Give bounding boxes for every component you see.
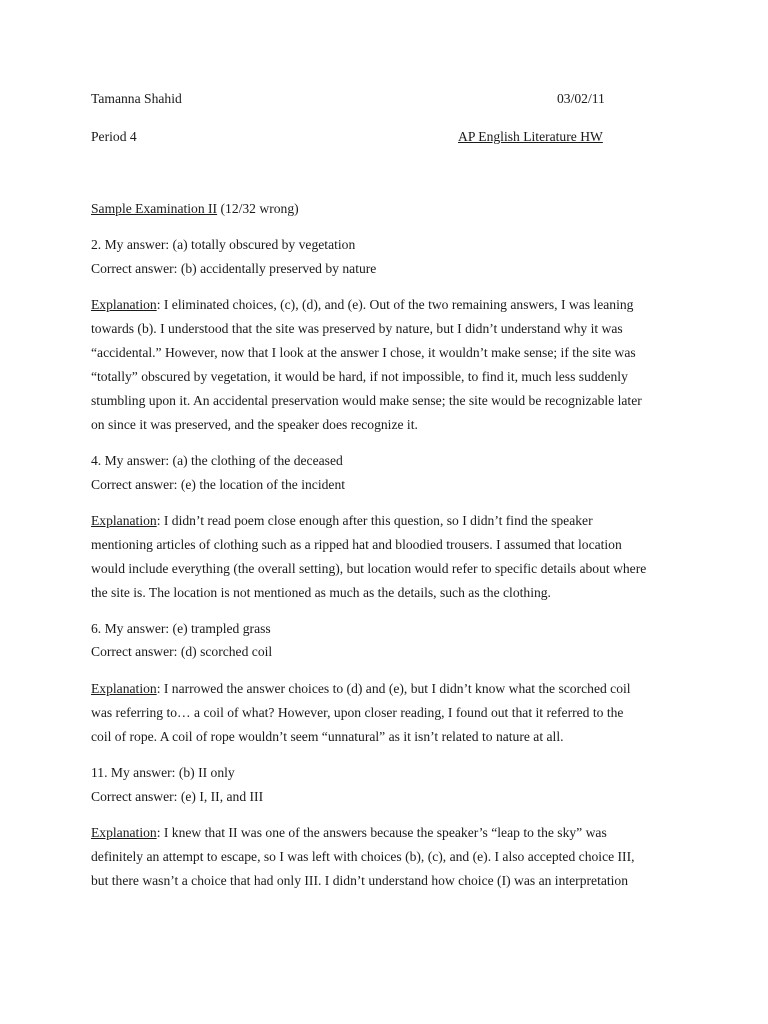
explanation-label: Explanation: [91, 513, 157, 528]
q2-explanation-line-3: “accidental.” However, now that I look at the answer I chose, it wouldn’t make sense; if the site was: [91, 345, 636, 360]
period: Period 4: [91, 129, 137, 144]
q2-explanation-line-6: on since it was preserved, and the speaker does recognize it.: [91, 417, 418, 432]
q4-explanation-line-3: would include everything (the overall setting), but location would refer to specific details about where: [91, 561, 647, 576]
date: 03/02/11: [557, 91, 605, 106]
q11-my-answer: 11. My answer: (b) II only: [91, 765, 235, 780]
q2-correct-answer: Correct answer: (b) accidentally preserved by nature: [91, 261, 377, 276]
q11-explanation-line-3: but there wasn’t a choice that had only III. I didn’t understand how choice (I) was an interpretation: [91, 873, 629, 888]
section-title: Sample Examination II: [91, 201, 218, 216]
q2-explanation-line-1: [91, 296, 633, 314]
explanation-text: : I narrowed the answer choices to (d) and (e), but I didn’t know what the scorched coil: [156, 681, 631, 696]
q11-explanation-line-1: [91, 824, 607, 842]
course-title: AP English Literature HW: [458, 129, 603, 144]
q2-explanation-line-4: “totally” obscured by vegetation, it would be hard, if not impossible, to find it, much less suddenly: [91, 369, 628, 384]
section-heading: [91, 200, 299, 218]
q4-correct-answer: Correct answer: (e) the location of the incident: [91, 477, 346, 492]
q6-explanation-line-3: coil of rope. A coil of rope wouldn’t seem “unnatural” as it isn’t related to nature at all.: [91, 729, 564, 744]
q6-my-answer: 6. My answer: (e) trampled grass: [91, 621, 271, 636]
q6-explanation-line-2: was referring to… a coil of what? However, upon closer reading, I found out that it referred to the: [91, 705, 624, 720]
q4-explanation-line-4: the site is. The location is not mentioned as much as the details, such as the clothing.: [91, 585, 551, 600]
q11-explanation-line-2: definitely an attempt to escape, so I was left with choices (b), (c), and (e). I also accepted choice III,: [91, 849, 635, 864]
explanation-label: Explanation: [91, 825, 157, 840]
section-score: (12/32 wrong): [217, 201, 299, 216]
q2-my-answer: 2. My answer: (a) totally obscured by vegetation: [91, 237, 356, 252]
explanation-text: : I knew that II was one of the answers because the speaker’s “leap to the sky” was: [156, 825, 607, 840]
student-name: Tamanna Shahid: [91, 91, 182, 106]
q6-correct-answer: Correct answer: (d) scorched coil: [91, 644, 273, 659]
q4-my-answer: 4. My answer: (a) the clothing of the deceased: [91, 453, 343, 468]
explanation-label: Explanation: [91, 297, 157, 312]
q2-explanation-line-2: towards (b). I understood that the site was preserved by nature, but I didn’t understand why it was: [91, 321, 623, 336]
q2-explanation-line-5: stumbling upon it. An accidental preservation would make sense; the site would be recognizable later: [91, 393, 642, 408]
explanation-text: : I didn’t read poem close enough after this question, so I didn’t find the speaker: [156, 513, 593, 528]
q11-correct-answer: Correct answer: (e) I, II, and III: [91, 789, 264, 804]
q4-explanation-line-2: mentioning articles of clothing such as a ripped hat and bloodied trousers. I assumed that location: [91, 537, 622, 552]
explanation-text: : I eliminated choices, (c), (d), and (e). Out of the two remaining answers, I was leaning: [156, 297, 634, 312]
explanation-label: Explanation: [91, 681, 157, 696]
q6-explanation-line-1: [91, 680, 631, 698]
q4-explanation-line-1: [91, 512, 593, 530]
